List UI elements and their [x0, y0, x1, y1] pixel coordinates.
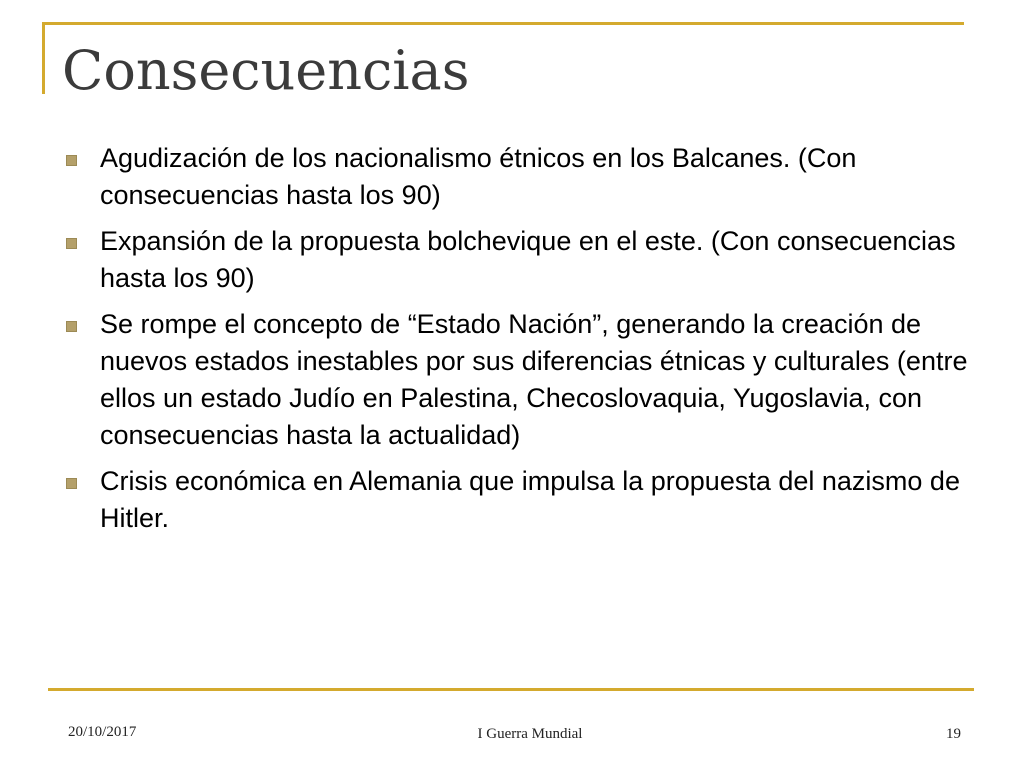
bullet-text: Crisis económica en Alemania que impulsa la propuesta del nazismo de Hitler. — [100, 466, 960, 533]
bullet-text: Se rompe el concepto de “Estado Nación”, generando la creación de nuevos estados inestables por sus diferencias étnicas y culturales (entre ellos un estado Judío en Palestina, Checoslovaquia, Yugoslavia, con consecuencias hasta la actualidad) — [100, 309, 968, 450]
bullet-text: Expansión de la propuesta bolchevique en el este. (Con consecuencias hasta los 90) — [100, 226, 956, 293]
bullet-text: Agudización de los nacionalismo étnicos en los Balcanes. (Con consecuencias hasta los 90) — [100, 143, 857, 210]
square-bullet-icon — [66, 321, 77, 332]
square-bullet-icon — [66, 478, 77, 489]
bullet-item — [62, 140, 972, 214]
frame-bottom-line — [48, 688, 974, 691]
bullet-item — [62, 463, 972, 537]
footer-date: 20/10/2017 — [68, 724, 137, 740]
frame-top-line — [42, 22, 964, 25]
square-bullet-icon — [66, 238, 77, 249]
footer-title: I Guerra Mundial — [477, 726, 583, 742]
slide-title: Consecuencias — [62, 39, 470, 102]
frame-left-line — [42, 22, 45, 94]
bullet-item — [62, 223, 972, 297]
bullet-item — [62, 306, 972, 454]
square-bullet-icon — [66, 155, 77, 166]
bullet-list — [62, 140, 972, 546]
footer-page-number: 19 — [946, 726, 961, 742]
